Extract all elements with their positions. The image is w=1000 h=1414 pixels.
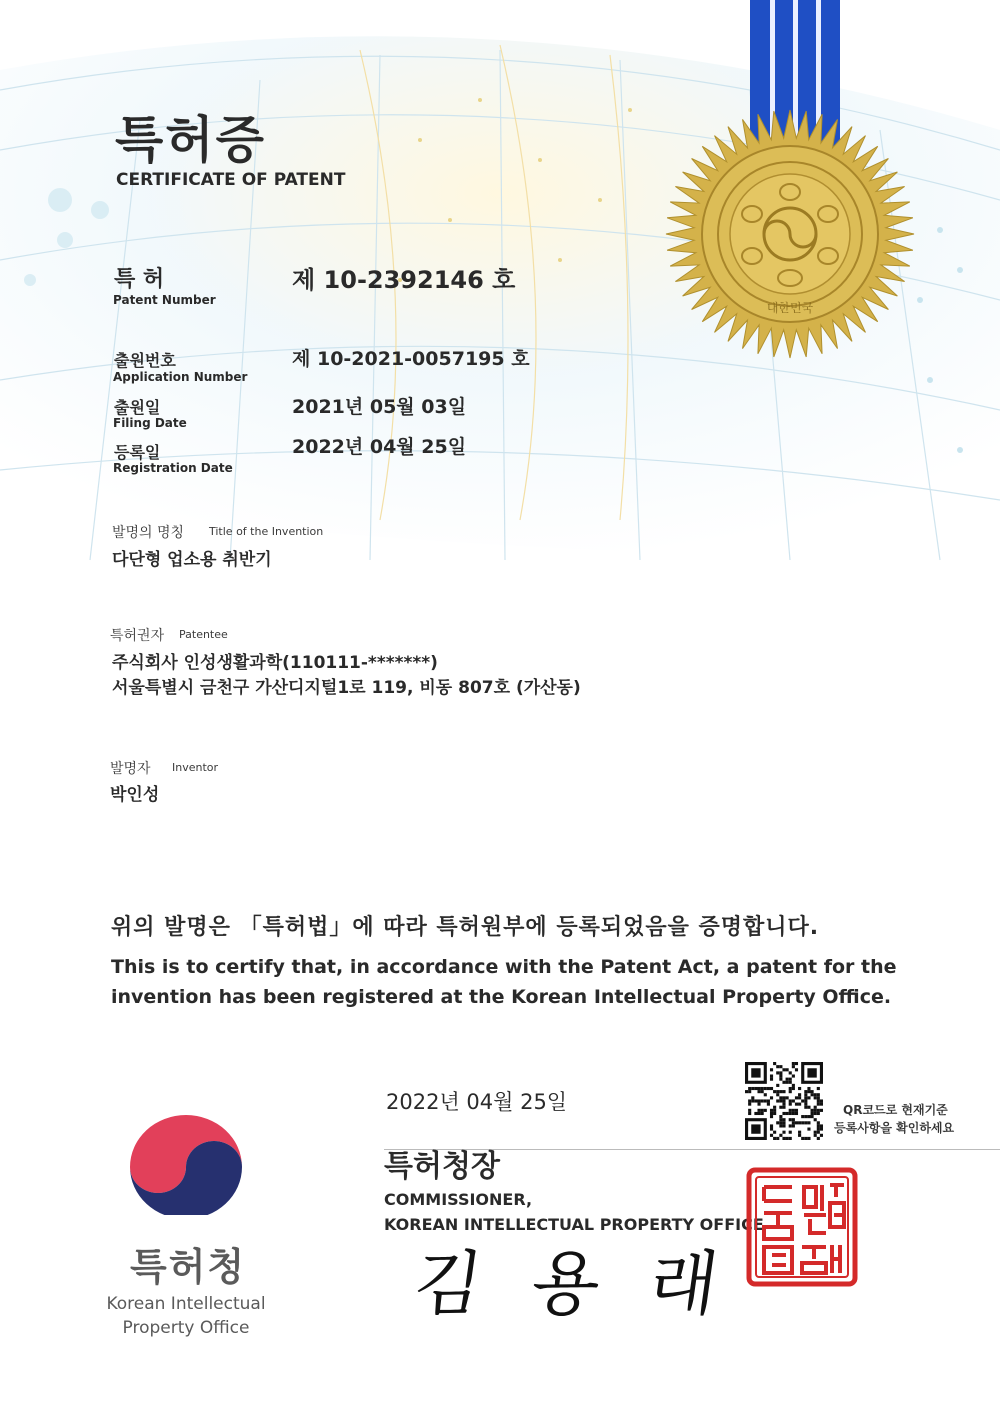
certification-statement-ko: 위의 발명은 「특허법」에 따라 특허원부에 등록되었음을 증명합니다. xyxy=(111,915,820,940)
invention-title: 다단형 업소용 취반기 xyxy=(112,550,272,570)
application-number: 제 10-2021-0057195 호 xyxy=(292,348,530,370)
registration-date: 2022년 04월 25일 xyxy=(292,436,467,458)
qr-note-line2: 등록사항을 확인하세요 xyxy=(834,1121,955,1135)
certificate-title-en: CERTIFICATE OF PATENT xyxy=(116,170,346,190)
office-name-ko: 특허청 xyxy=(130,1245,247,1289)
official-red-stamp xyxy=(746,1167,858,1287)
application-label-en: Application Number xyxy=(113,370,248,384)
patent-label-ko: 특 허 xyxy=(114,267,165,292)
kipo-logo-icon xyxy=(126,1103,246,1215)
patentee-label-ko: 특허권자 xyxy=(110,628,165,644)
patentee-label-en: Patentee xyxy=(179,628,228,641)
patentee-name: 주식회사 인성생활과학(110111-*******) xyxy=(112,653,438,673)
registration-label-en: Registration Date xyxy=(113,461,233,475)
inventor-name: 박인성 xyxy=(110,785,160,805)
invention-label-ko: 발명의 명칭 xyxy=(112,525,185,541)
gold-seal xyxy=(664,108,916,360)
office-name-en-line1: Korean Intellectual xyxy=(106,1294,266,1314)
patent-number: 제 10-2392146 호 xyxy=(292,266,516,294)
office-name-en-line2: Property Office xyxy=(122,1318,250,1338)
commissioner-title-en-line1: COMMISSIONER, xyxy=(384,1190,533,1209)
commissioner-title-ko: 특허청장 xyxy=(384,1149,500,1184)
qr-note-line1: QR코드로 현재기준 xyxy=(843,1103,948,1117)
qr-code[interactable] xyxy=(745,1062,823,1140)
invention-label-en: Title of the Invention xyxy=(209,525,324,538)
certificate-title-ko: 특허증 xyxy=(115,111,266,169)
certification-statement-en-line2: invention has been registered at the Korean Intellectual Property Office. xyxy=(111,986,892,1008)
filing-label-ko: 출원일 xyxy=(114,398,161,417)
patentee-address: 서울특별시 금천구 가산디지털1로 119, 비동 807호 (가산동) xyxy=(112,678,581,698)
commissioner-title-en-line2: KOREAN INTELLECTUAL PROPERTY OFFICE xyxy=(384,1215,764,1234)
inventor-label-ko: 발명자 xyxy=(110,761,151,777)
inventor-label-en: Inventor xyxy=(172,761,219,774)
commissioner-signature: 김 용 래 xyxy=(408,1243,738,1325)
application-label-ko: 출원번호 xyxy=(114,351,176,370)
filing-label-en: Filing Date xyxy=(113,416,187,430)
registration-label-ko: 등록일 xyxy=(114,443,161,462)
patent-label-en: Patent Number xyxy=(113,293,216,307)
certification-statement-en-line1: This is to certify that, in accordance with the Patent Act, a patent for the xyxy=(111,956,897,978)
filing-date: 2021년 05월 03일 xyxy=(292,396,467,418)
seal-text: 대한민국 xyxy=(766,301,814,315)
issue-date: 2022년 04월 25일 xyxy=(386,1090,568,1114)
